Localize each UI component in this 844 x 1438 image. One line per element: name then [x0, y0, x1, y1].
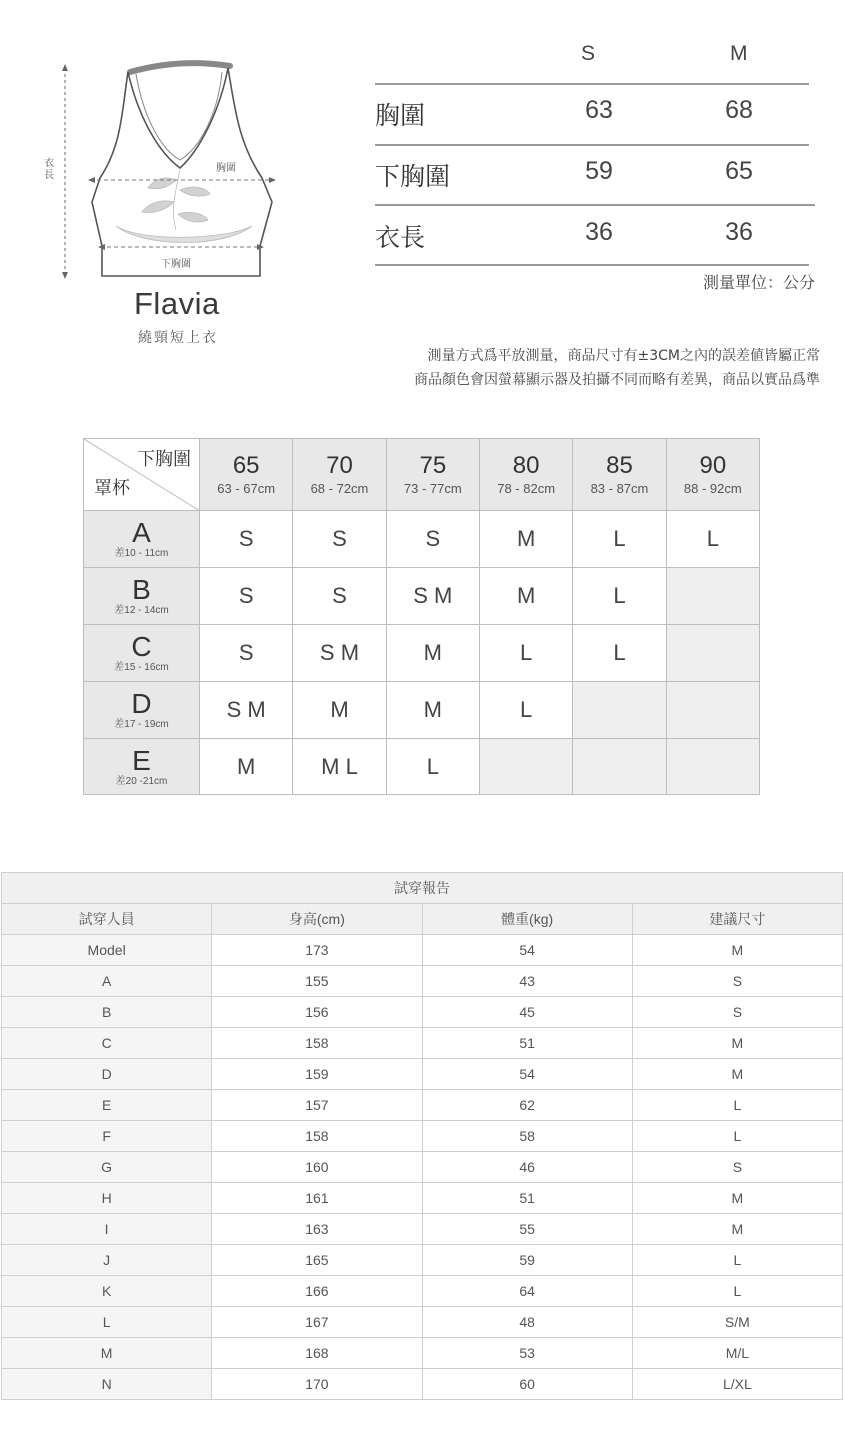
product-name: 繞頸短上衣 — [138, 330, 218, 346]
table-cell: G — [2, 1152, 212, 1183]
size-cell: M — [479, 568, 572, 625]
size-cell: L — [573, 511, 666, 568]
table-cell: I — [2, 1214, 212, 1245]
underbust-axis-label: 下胸圍 — [137, 449, 191, 469]
value-underbust-m: 65 — [725, 157, 753, 185]
column-header: 建議尺寸 — [632, 904, 842, 935]
note-line: 商品顏色會因螢幕顯示器及拍攝不同而略有差異，商品以實品爲準 — [414, 372, 820, 388]
table-row — [2, 1245, 843, 1276]
size-cell: M — [293, 682, 386, 739]
table-cell: S — [632, 997, 842, 1028]
measurement-notes — [414, 344, 820, 392]
size-cell: S — [293, 511, 386, 568]
table-row — [2, 1307, 843, 1338]
size-cell: S — [293, 568, 386, 625]
garment-diagram — [30, 50, 310, 350]
table-row — [2, 1121, 843, 1152]
cup-row-c — [84, 625, 760, 682]
table-row — [2, 1059, 843, 1090]
size-cell: L — [386, 739, 479, 795]
try-on-report-table — [1, 872, 843, 1400]
table-cell: B — [2, 997, 212, 1028]
table-cell: 157 — [212, 1090, 422, 1121]
cup-label-cell: B 差12 - 14cm — [84, 568, 200, 625]
table-cell: 163 — [212, 1214, 422, 1245]
underbust-col-90: 90 88 - 92cm — [666, 439, 759, 511]
table-cell: 51 — [422, 1028, 632, 1059]
empty-cell — [666, 739, 759, 795]
garment-outline-illustration — [30, 50, 310, 290]
size-cell: L — [479, 625, 572, 682]
table-row — [2, 1276, 843, 1307]
value-length-m: 36 — [725, 218, 753, 246]
underbust-col-85: 85 83 - 87cm — [573, 439, 666, 511]
size-cell: L — [479, 682, 572, 739]
table-cell: 48 — [422, 1307, 632, 1338]
chest-label: 胸圍 — [216, 163, 236, 174]
underbust-col-75: 75 73 - 77cm — [386, 439, 479, 511]
table-row — [2, 1369, 843, 1400]
table-cell: 156 — [212, 997, 422, 1028]
column-header: 身高(cm) — [212, 904, 422, 935]
value-length-s: 36 — [585, 218, 613, 246]
size-cell: M — [386, 682, 479, 739]
table-cell: 46 — [422, 1152, 632, 1183]
table-cell: 158 — [212, 1121, 422, 1152]
table-cell: K — [2, 1276, 212, 1307]
table-cell: 43 — [422, 966, 632, 997]
table-row — [2, 1338, 843, 1369]
table-cell: 166 — [212, 1276, 422, 1307]
column-header: 體重(kg) — [422, 904, 632, 935]
table-cell: 167 — [212, 1307, 422, 1338]
size-cell: S — [200, 568, 293, 625]
table-cell: S/M — [632, 1307, 842, 1338]
table-cell: 58 — [422, 1121, 632, 1152]
table-cell: 59 — [422, 1245, 632, 1276]
table-row — [2, 966, 843, 997]
length-label: 衣長 — [44, 158, 54, 181]
size-cell: S — [386, 511, 479, 568]
table-cell: C — [2, 1028, 212, 1059]
table-cell: 53 — [422, 1338, 632, 1369]
size-cell: M L — [293, 739, 386, 795]
row-label-chest: 胸圍 — [375, 101, 426, 130]
size-cell: M — [479, 511, 572, 568]
size-cell: L — [573, 568, 666, 625]
divider-line — [375, 83, 809, 85]
cup-axis-label: 罩杯 — [94, 478, 130, 498]
table-cell: 168 — [212, 1338, 422, 1369]
empty-cell — [666, 625, 759, 682]
cup-row-d — [84, 682, 760, 739]
column-header: 試穿人員 — [2, 904, 212, 935]
table-cell: L — [632, 1121, 842, 1152]
table-cell: 155 — [212, 966, 422, 997]
table-cell: Model — [2, 935, 212, 966]
row-label-length: 衣長 — [375, 223, 426, 252]
table-cell: S — [632, 966, 842, 997]
table-row — [2, 1183, 843, 1214]
report-title: 試穿報告 — [2, 873, 843, 904]
divider-line — [375, 204, 815, 206]
table-cell: J — [2, 1245, 212, 1276]
table-cell: M — [632, 935, 842, 966]
empty-cell — [666, 568, 759, 625]
size-cell: S — [200, 625, 293, 682]
size-cell: S — [200, 511, 293, 568]
table-row — [2, 935, 843, 966]
table-cell: 55 — [422, 1214, 632, 1245]
table-cell: L/XL — [632, 1369, 842, 1400]
row-label-underbust: 下胸圍 — [375, 162, 451, 191]
table-cell: M/L — [632, 1338, 842, 1369]
empty-cell — [573, 739, 666, 795]
size-cell: S M — [386, 568, 479, 625]
value-underbust-s: 59 — [585, 157, 613, 185]
table-cell: 160 — [212, 1152, 422, 1183]
table-cell: 54 — [422, 1059, 632, 1090]
note-line: 測量方式爲平放測量，商品尺寸有±3CM之內的誤差値皆屬正常 — [427, 348, 820, 364]
table-cell: L — [2, 1307, 212, 1338]
empty-cell — [573, 682, 666, 739]
table-cell: L — [632, 1245, 842, 1276]
value-chest-m: 68 — [725, 96, 753, 124]
table-cell: 158 — [212, 1028, 422, 1059]
table-row — [2, 1028, 843, 1059]
table-cell: 51 — [422, 1183, 632, 1214]
table-row — [2, 1090, 843, 1121]
table-cell: M — [632, 1183, 842, 1214]
table-cell: M — [2, 1338, 212, 1369]
empty-cell — [479, 739, 572, 795]
table-cell: D — [2, 1059, 212, 1090]
table-cell: N — [2, 1369, 212, 1400]
table-cell: M — [632, 1214, 842, 1245]
table-cell: 159 — [212, 1059, 422, 1090]
empty-cell — [666, 682, 759, 739]
table-cell: 170 — [212, 1369, 422, 1400]
table-cell: E — [2, 1090, 212, 1121]
cup-label-cell: A 差10 - 11cm — [84, 511, 200, 568]
bra-size-grid — [83, 438, 760, 795]
measurement-unit: 測量單位：公分 — [702, 273, 815, 292]
grid-corner-cell — [84, 439, 200, 511]
divider-line — [375, 144, 809, 146]
table-cell: 173 — [212, 935, 422, 966]
grid-header-row — [84, 439, 760, 511]
size-header-m: M — [730, 42, 748, 65]
report-title-row — [2, 873, 843, 904]
table-cell: M — [632, 1028, 842, 1059]
size-cell: S M — [293, 625, 386, 682]
table-row — [2, 997, 843, 1028]
table-cell: 64 — [422, 1276, 632, 1307]
size-cell: M — [386, 625, 479, 682]
cup-row-b — [84, 568, 760, 625]
table-row — [2, 1152, 843, 1183]
table-cell: F — [2, 1121, 212, 1152]
cup-row-e — [84, 739, 760, 795]
report-header-row — [2, 904, 843, 935]
value-chest-s: 63 — [585, 96, 613, 124]
table-cell: 165 — [212, 1245, 422, 1276]
table-cell: L — [632, 1276, 842, 1307]
table-row — [2, 1214, 843, 1245]
table-cell: 60 — [422, 1369, 632, 1400]
brand-name: Flavia — [134, 286, 220, 321]
size-cell: M — [200, 739, 293, 795]
size-header-s: S — [581, 42, 596, 65]
size-cell: S M — [200, 682, 293, 739]
table-cell: S — [632, 1152, 842, 1183]
table-cell: A — [2, 966, 212, 997]
underbust-label: 下胸圍 — [161, 259, 191, 270]
table-cell: M — [632, 1059, 842, 1090]
underbust-col-65: 65 63 - 67cm — [200, 439, 293, 511]
underbust-col-80: 80 78 - 82cm — [479, 439, 572, 511]
table-cell: 45 — [422, 997, 632, 1028]
table-cell: L — [632, 1090, 842, 1121]
table-cell: 161 — [212, 1183, 422, 1214]
cup-label-cell: D 差17 - 19cm — [84, 682, 200, 739]
divider-line — [375, 264, 809, 266]
underbust-col-70: 70 68 - 72cm — [293, 439, 386, 511]
cup-label-cell: E 差20 -21cm — [84, 739, 200, 795]
table-cell: H — [2, 1183, 212, 1214]
size-cell: L — [573, 625, 666, 682]
cup-row-a — [84, 511, 760, 568]
table-cell: 54 — [422, 935, 632, 966]
size-cell: L — [666, 511, 759, 568]
table-cell: 62 — [422, 1090, 632, 1121]
cup-label-cell: C 差15 - 16cm — [84, 625, 200, 682]
